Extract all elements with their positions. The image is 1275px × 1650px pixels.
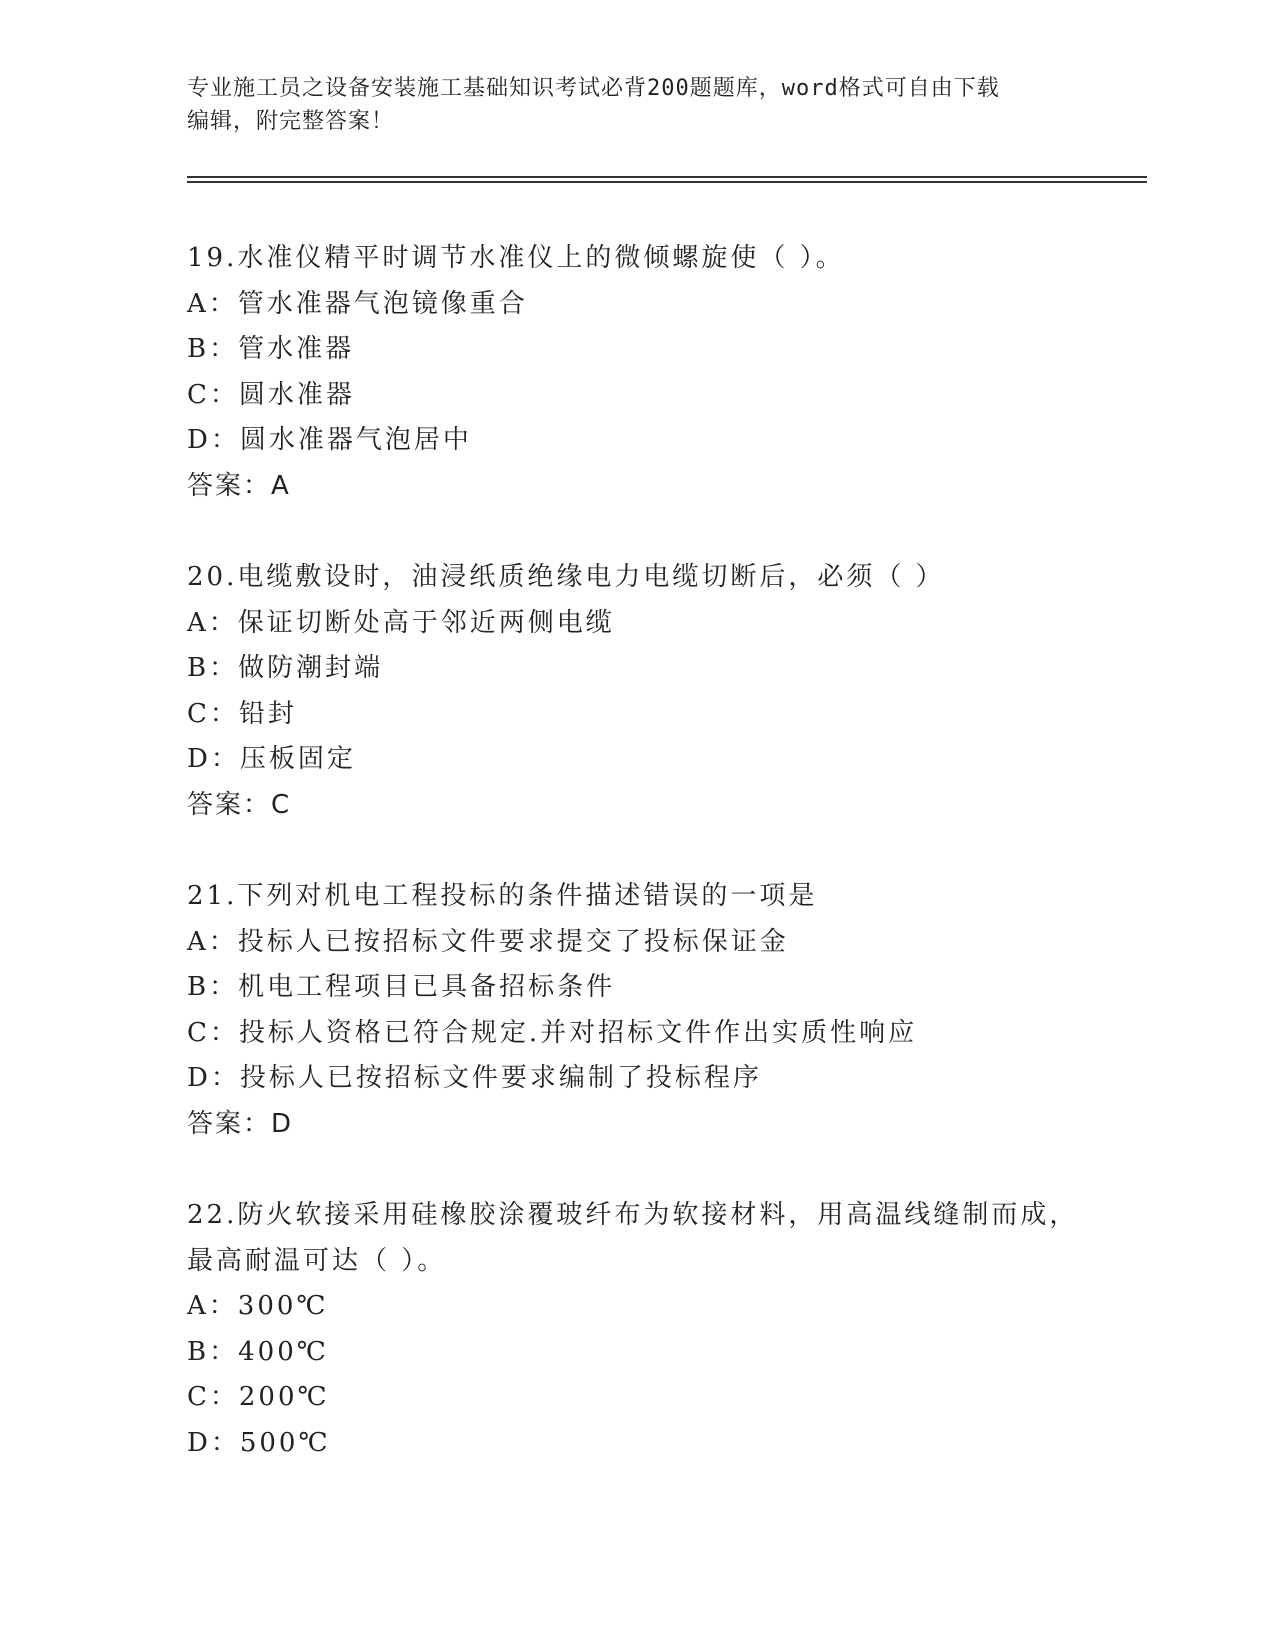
option-b: B：机电工程项目已具备招标条件	[187, 972, 616, 1002]
option-a: A：投标人已按招标文件要求提交了投标保证金	[187, 926, 789, 957]
option-d: D：压板固定	[187, 744, 356, 774]
question-20	[187, 555, 1087, 828]
option-b: B：做防潮封端	[187, 653, 384, 683]
answer: 答案：C	[187, 789, 292, 820]
question-22	[187, 1193, 1087, 1466]
question-text: 22.防火软接采用硅橡胶涂覆玻纤布为软接材料，用高温线缝制而成，	[187, 1200, 1079, 1230]
header-divider-bottom	[187, 181, 1147, 183]
question-21	[187, 874, 1087, 1147]
option-a: A：保证切断处高于邻近两侧电缆	[187, 607, 615, 638]
option-d: D：投标人已按招标文件要求编制了投标程序	[187, 1063, 762, 1093]
question-19	[187, 236, 1087, 509]
header-divider-top	[187, 176, 1147, 178]
question-text: 20.电缆敷设时，油浸纸质绝缘电力电缆切断后，必须（ ）	[187, 562, 945, 592]
question-text-continued: 最高耐温可达（ ）。	[187, 1245, 447, 1276]
answer: 答案：A	[187, 470, 291, 501]
option-c: C：200℃	[187, 1382, 330, 1412]
option-d: D：500℃	[187, 1427, 331, 1458]
option-b: B：400℃	[187, 1336, 329, 1367]
header-line-2: 编辑，附完整答案！	[187, 109, 395, 134]
header-line-1: 专业施工员之设备安装施工基础知识考试必背200题题库，word格式可自由下载	[187, 76, 1000, 101]
option-d: D：圆水准器气泡居中	[187, 425, 472, 455]
option-a: A：300℃	[187, 1291, 329, 1321]
option-c: C：铅封	[187, 698, 297, 729]
answer: 答案：D	[187, 1108, 294, 1139]
option-c: C：圆水准器	[187, 379, 355, 410]
question-text: 21.下列对机电工程投标的条件描述错误的一项是	[187, 881, 818, 911]
question-text: 19.水准仪精平时调节水准仪上的微倾螺旋使（ ）。	[187, 243, 845, 273]
option-b: B：管水准器	[187, 334, 355, 364]
document-header	[187, 72, 1087, 138]
option-c: C：投标人资格已符合规定.并对招标文件作出实质性响应	[187, 1017, 918, 1048]
option-a: A：管水准器气泡镜像重合	[187, 288, 528, 319]
